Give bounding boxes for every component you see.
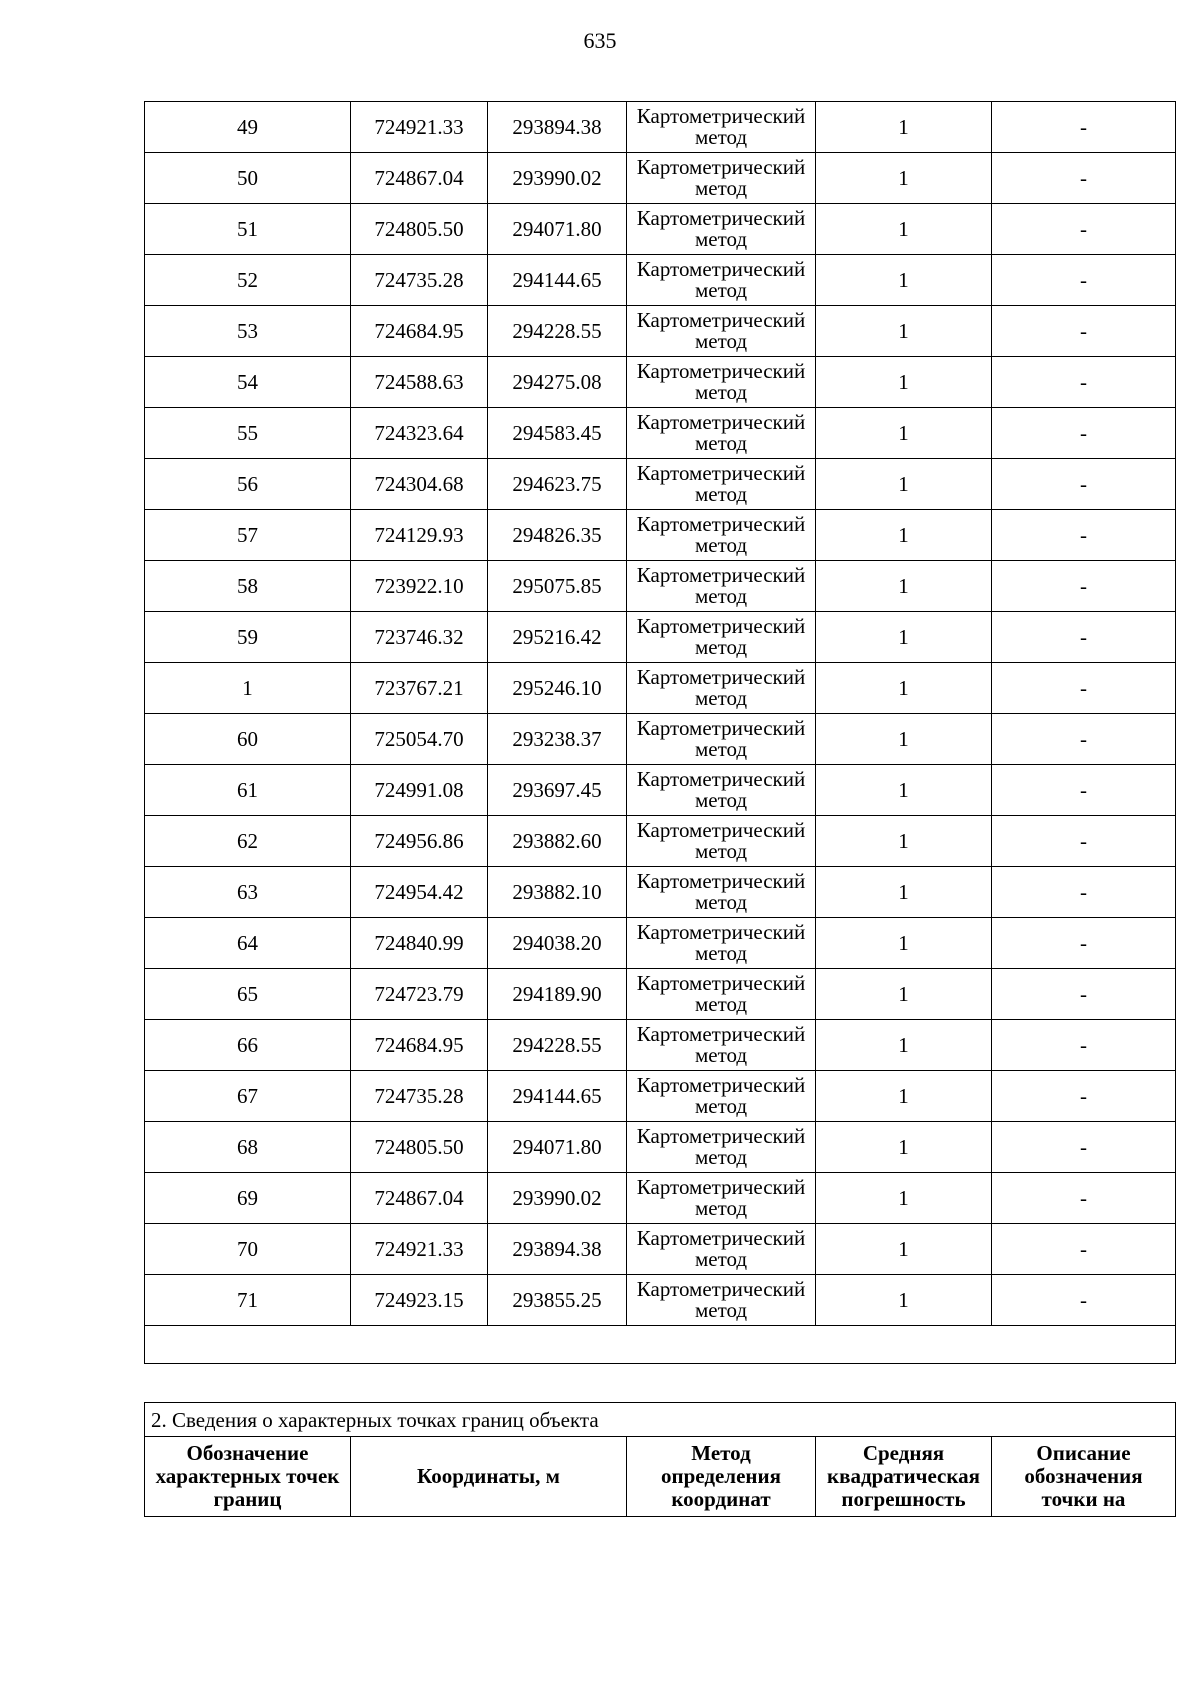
method-cell: [627, 459, 816, 510]
method-line: метод: [694, 380, 748, 404]
section-2-title: 2. Сведения о характерных точках границ объекта: [145, 1403, 1176, 1437]
y-coordinate-cell: 294826.35: [488, 510, 627, 561]
x-coordinate-cell: 724921.33: [351, 102, 488, 153]
x-coordinate-cell: 724684.95: [351, 306, 488, 357]
y-coordinate-cell: 294144.65: [488, 1071, 627, 1122]
header-method-line: определения: [661, 1464, 781, 1488]
method-line: метод: [694, 1247, 748, 1271]
method-line: метод: [694, 1094, 748, 1118]
header-points-line: характерных точек: [155, 1464, 340, 1488]
header-points-line: Обозначение: [186, 1441, 309, 1465]
description-cell: -: [992, 816, 1176, 867]
method-cell: [627, 1173, 816, 1224]
description-cell: -: [992, 204, 1176, 255]
x-coordinate-cell: 724805.50: [351, 1122, 488, 1173]
error-cell: 1: [816, 357, 992, 408]
error-cell: 1: [816, 1275, 992, 1326]
error-cell: 1: [816, 255, 992, 306]
x-coordinate-cell: 724735.28: [351, 255, 488, 306]
point-cell: 68: [145, 1122, 351, 1173]
method-line: Картометрический: [636, 257, 806, 281]
error-cell: 1: [816, 867, 992, 918]
y-coordinate-cell: 294189.90: [488, 969, 627, 1020]
method-cell: [627, 663, 816, 714]
table-row: [145, 408, 1176, 459]
description-cell: -: [992, 459, 1176, 510]
error-cell: 1: [816, 306, 992, 357]
method-line: Картометрический: [636, 971, 806, 995]
method-line: метод: [694, 125, 748, 149]
error-cell: 1: [816, 204, 992, 255]
error-cell: 1: [816, 408, 992, 459]
table-row: [145, 969, 1176, 1020]
method-line: Картометрический: [636, 1073, 806, 1097]
x-coordinate-cell: 725054.70: [351, 714, 488, 765]
description-cell: -: [992, 969, 1176, 1020]
method-cell: [627, 918, 816, 969]
description-cell: -: [992, 561, 1176, 612]
y-coordinate-cell: 295216.42: [488, 612, 627, 663]
method-cell: [627, 1020, 816, 1071]
description-cell: -: [992, 918, 1176, 969]
description-cell: -: [992, 306, 1176, 357]
x-coordinate-cell: 724840.99: [351, 918, 488, 969]
x-coordinate-cell: 724991.08: [351, 765, 488, 816]
method-line: Картометрический: [636, 920, 806, 944]
y-coordinate-cell: 294228.55: [488, 1020, 627, 1071]
method-line: Картометрический: [636, 1277, 806, 1301]
point-cell: 58: [145, 561, 351, 612]
method-cell: [627, 1122, 816, 1173]
point-cell: 60: [145, 714, 351, 765]
table-row: [145, 765, 1176, 816]
y-coordinate-cell: 294038.20: [488, 918, 627, 969]
error-cell: 1: [816, 918, 992, 969]
page-number: 635: [583, 28, 617, 53]
point-cell: 61: [145, 765, 351, 816]
header-error: [816, 1437, 992, 1517]
coordinates-table: [144, 101, 1176, 1364]
method-line: метод: [694, 635, 748, 659]
method-cell: [627, 765, 816, 816]
method-line: Картометрический: [636, 869, 806, 893]
method-cell: [627, 1224, 816, 1275]
point-cell: 56: [145, 459, 351, 510]
description-cell: -: [992, 408, 1176, 459]
table-row: [145, 1020, 1176, 1071]
header-desc-line: обозначения: [1024, 1464, 1143, 1488]
description-cell: -: [992, 714, 1176, 765]
method-line: Картометрический: [636, 665, 806, 689]
description-cell: -: [992, 1071, 1176, 1122]
point-cell: 52: [145, 255, 351, 306]
method-line: метод: [694, 737, 748, 761]
error-cell: 1: [816, 1071, 992, 1122]
table-row: [145, 1224, 1176, 1275]
method-cell: [627, 408, 816, 459]
error-cell: 1: [816, 612, 992, 663]
method-line: метод: [694, 1145, 748, 1169]
method-line: метод: [694, 992, 748, 1016]
method-line: Картометрический: [636, 104, 806, 128]
x-coordinate-cell: 724923.15: [351, 1275, 488, 1326]
description-cell: -: [992, 663, 1176, 714]
error-cell: 1: [816, 765, 992, 816]
y-coordinate-cell: 295075.85: [488, 561, 627, 612]
description-cell: -: [992, 1020, 1176, 1071]
method-cell: [627, 867, 816, 918]
description-cell: -: [992, 255, 1176, 306]
error-cell: 1: [816, 1122, 992, 1173]
method-line: метод: [694, 431, 748, 455]
method-cell: [627, 561, 816, 612]
table-row: [145, 459, 1176, 510]
method-line: метод: [694, 890, 748, 914]
description-cell: -: [992, 153, 1176, 204]
description-cell: -: [992, 1224, 1176, 1275]
method-line: Картометрический: [636, 1022, 806, 1046]
method-cell: [627, 306, 816, 357]
point-cell: 49: [145, 102, 351, 153]
error-cell: 1: [816, 102, 992, 153]
method-line: метод: [694, 584, 748, 608]
method-cell: [627, 714, 816, 765]
point-cell: 53: [145, 306, 351, 357]
error-cell: 1: [816, 459, 992, 510]
table-row: [145, 612, 1176, 663]
method-line: Картометрический: [636, 614, 806, 638]
method-line: Картометрический: [636, 155, 806, 179]
description-cell: -: [992, 357, 1176, 408]
method-cell: [627, 153, 816, 204]
table-row: [145, 153, 1176, 204]
error-cell: 1: [816, 816, 992, 867]
header-points-line: границ: [213, 1487, 282, 1511]
y-coordinate-cell: 294275.08: [488, 357, 627, 408]
header-method-line: координат: [671, 1487, 771, 1511]
x-coordinate-cell: 723767.21: [351, 663, 488, 714]
method-line: метод: [694, 176, 748, 200]
method-line: Картометрический: [636, 206, 806, 230]
method-line: Картометрический: [636, 410, 806, 434]
description-cell: -: [992, 612, 1176, 663]
method-line: Картометрический: [636, 767, 806, 791]
method-line: метод: [694, 1298, 748, 1322]
y-coordinate-cell: 293894.38: [488, 102, 627, 153]
point-cell: 54: [145, 357, 351, 408]
x-coordinate-cell: 724723.79: [351, 969, 488, 1020]
y-coordinate-cell: 294583.45: [488, 408, 627, 459]
point-cell: 65: [145, 969, 351, 1020]
y-coordinate-cell: 294623.75: [488, 459, 627, 510]
y-coordinate-cell: 293697.45: [488, 765, 627, 816]
x-coordinate-cell: 724956.86: [351, 816, 488, 867]
x-coordinate-cell: 724684.95: [351, 1020, 488, 1071]
table-row: [145, 918, 1176, 969]
x-coordinate-cell: 724954.42: [351, 867, 488, 918]
table-row: [145, 1122, 1176, 1173]
y-coordinate-cell: 293238.37: [488, 714, 627, 765]
y-coordinate-cell: 295246.10: [488, 663, 627, 714]
method-cell: [627, 102, 816, 153]
description-cell: -: [992, 510, 1176, 561]
point-cell: 50: [145, 153, 351, 204]
method-line: Картометрический: [636, 563, 806, 587]
method-line: метод: [694, 227, 748, 251]
y-coordinate-cell: 293882.60: [488, 816, 627, 867]
header-error-line: квадратическая: [827, 1464, 980, 1488]
point-cell: 62: [145, 816, 351, 867]
point-cell: 71: [145, 1275, 351, 1326]
method-line: Картометрический: [636, 716, 806, 740]
description-cell: -: [992, 102, 1176, 153]
point-cell: 1: [145, 663, 351, 714]
method-cell: [627, 1275, 816, 1326]
method-cell: [627, 969, 816, 1020]
method-line: метод: [694, 1043, 748, 1067]
table-row: [145, 255, 1176, 306]
y-coordinate-cell: 293990.02: [488, 1173, 627, 1224]
y-coordinate-cell: 294071.80: [488, 1122, 627, 1173]
method-line: Картометрический: [636, 308, 806, 332]
method-cell: [627, 612, 816, 663]
description-cell: -: [992, 1122, 1176, 1173]
section-2-table: [144, 1402, 1176, 1517]
error-cell: 1: [816, 969, 992, 1020]
method-line: метод: [694, 686, 748, 710]
x-coordinate-cell: 724129.93: [351, 510, 488, 561]
description-cell: -: [992, 1275, 1176, 1326]
point-cell: 57: [145, 510, 351, 561]
y-coordinate-cell: 293990.02: [488, 153, 627, 204]
x-coordinate-cell: 724304.68: [351, 459, 488, 510]
method-line: метод: [694, 533, 748, 557]
error-cell: 1: [816, 510, 992, 561]
header-coords: Координаты, м: [351, 1437, 627, 1517]
header-method-line: Метод: [691, 1441, 751, 1465]
header-desc: [992, 1437, 1176, 1517]
table-row: [145, 561, 1176, 612]
method-line: метод: [694, 278, 748, 302]
table-row: [145, 1173, 1176, 1224]
description-cell: -: [992, 867, 1176, 918]
error-cell: 1: [816, 1173, 992, 1224]
x-coordinate-cell: 724588.63: [351, 357, 488, 408]
point-cell: 59: [145, 612, 351, 663]
method-cell: [627, 510, 816, 561]
header-desc-line: Описание: [1036, 1441, 1131, 1465]
x-coordinate-cell: 724921.33: [351, 1224, 488, 1275]
header-error-line: погрешность: [841, 1487, 966, 1511]
description-cell: -: [992, 765, 1176, 816]
point-cell: 63: [145, 867, 351, 918]
x-coordinate-cell: 724323.64: [351, 408, 488, 459]
x-coordinate-cell: 724735.28: [351, 1071, 488, 1122]
error-cell: 1: [816, 1020, 992, 1071]
section-2-header-row: [145, 1437, 1176, 1517]
method-line: метод: [694, 482, 748, 506]
description-cell: -: [992, 1173, 1176, 1224]
y-coordinate-cell: 294071.80: [488, 204, 627, 255]
method-cell: [627, 816, 816, 867]
error-cell: 1: [816, 714, 992, 765]
method-line: Картометрический: [636, 461, 806, 485]
error-cell: 1: [816, 1224, 992, 1275]
x-coordinate-cell: 724867.04: [351, 1173, 488, 1224]
method-line: Картометрический: [636, 1226, 806, 1250]
table-row: [145, 357, 1176, 408]
x-coordinate-cell: 724805.50: [351, 204, 488, 255]
table-row: [145, 867, 1176, 918]
table-row: [145, 204, 1176, 255]
method-line: Картометрический: [636, 359, 806, 383]
point-cell: 66: [145, 1020, 351, 1071]
method-cell: [627, 1071, 816, 1122]
y-coordinate-cell: 293855.25: [488, 1275, 627, 1326]
x-coordinate-cell: 723746.32: [351, 612, 488, 663]
point-cell: 64: [145, 918, 351, 969]
point-cell: 67: [145, 1071, 351, 1122]
header-method: [627, 1437, 816, 1517]
method-line: Картометрический: [636, 818, 806, 842]
y-coordinate-cell: 293894.38: [488, 1224, 627, 1275]
table-row: [145, 102, 1176, 153]
table-row: [145, 714, 1176, 765]
point-cell: 55: [145, 408, 351, 459]
error-cell: 1: [816, 561, 992, 612]
table-row: [145, 663, 1176, 714]
table-row: [145, 510, 1176, 561]
x-coordinate-cell: 723922.10: [351, 561, 488, 612]
table-row: [145, 306, 1176, 357]
empty-row: [145, 1326, 1176, 1364]
method-line: метод: [694, 941, 748, 965]
header-desc-line: точки на: [1041, 1487, 1126, 1511]
method-line: Картометрический: [636, 1124, 806, 1148]
method-cell: [627, 204, 816, 255]
table-row: [145, 1071, 1176, 1122]
method-line: Картометрический: [636, 512, 806, 536]
method-cell: [627, 255, 816, 306]
x-coordinate-cell: 724867.04: [351, 153, 488, 204]
empty-cell: [145, 1326, 1176, 1364]
method-line: метод: [694, 839, 748, 863]
point-cell: 69: [145, 1173, 351, 1224]
y-coordinate-cell: 294144.65: [488, 255, 627, 306]
header-points: [145, 1437, 351, 1517]
y-coordinate-cell: 294228.55: [488, 306, 627, 357]
error-cell: 1: [816, 153, 992, 204]
header-error-line: Средняя: [862, 1441, 945, 1465]
method-line: Картометрический: [636, 1175, 806, 1199]
point-cell: 70: [145, 1224, 351, 1275]
method-line: метод: [694, 329, 748, 353]
coordinates-table-body: [145, 102, 1176, 1364]
table-row: [145, 1275, 1176, 1326]
y-coordinate-cell: 293882.10: [488, 867, 627, 918]
point-cell: 51: [145, 204, 351, 255]
table-row: [145, 816, 1176, 867]
method-line: метод: [694, 788, 748, 812]
method-line: метод: [694, 1196, 748, 1220]
error-cell: 1: [816, 663, 992, 714]
method-cell: [627, 357, 816, 408]
